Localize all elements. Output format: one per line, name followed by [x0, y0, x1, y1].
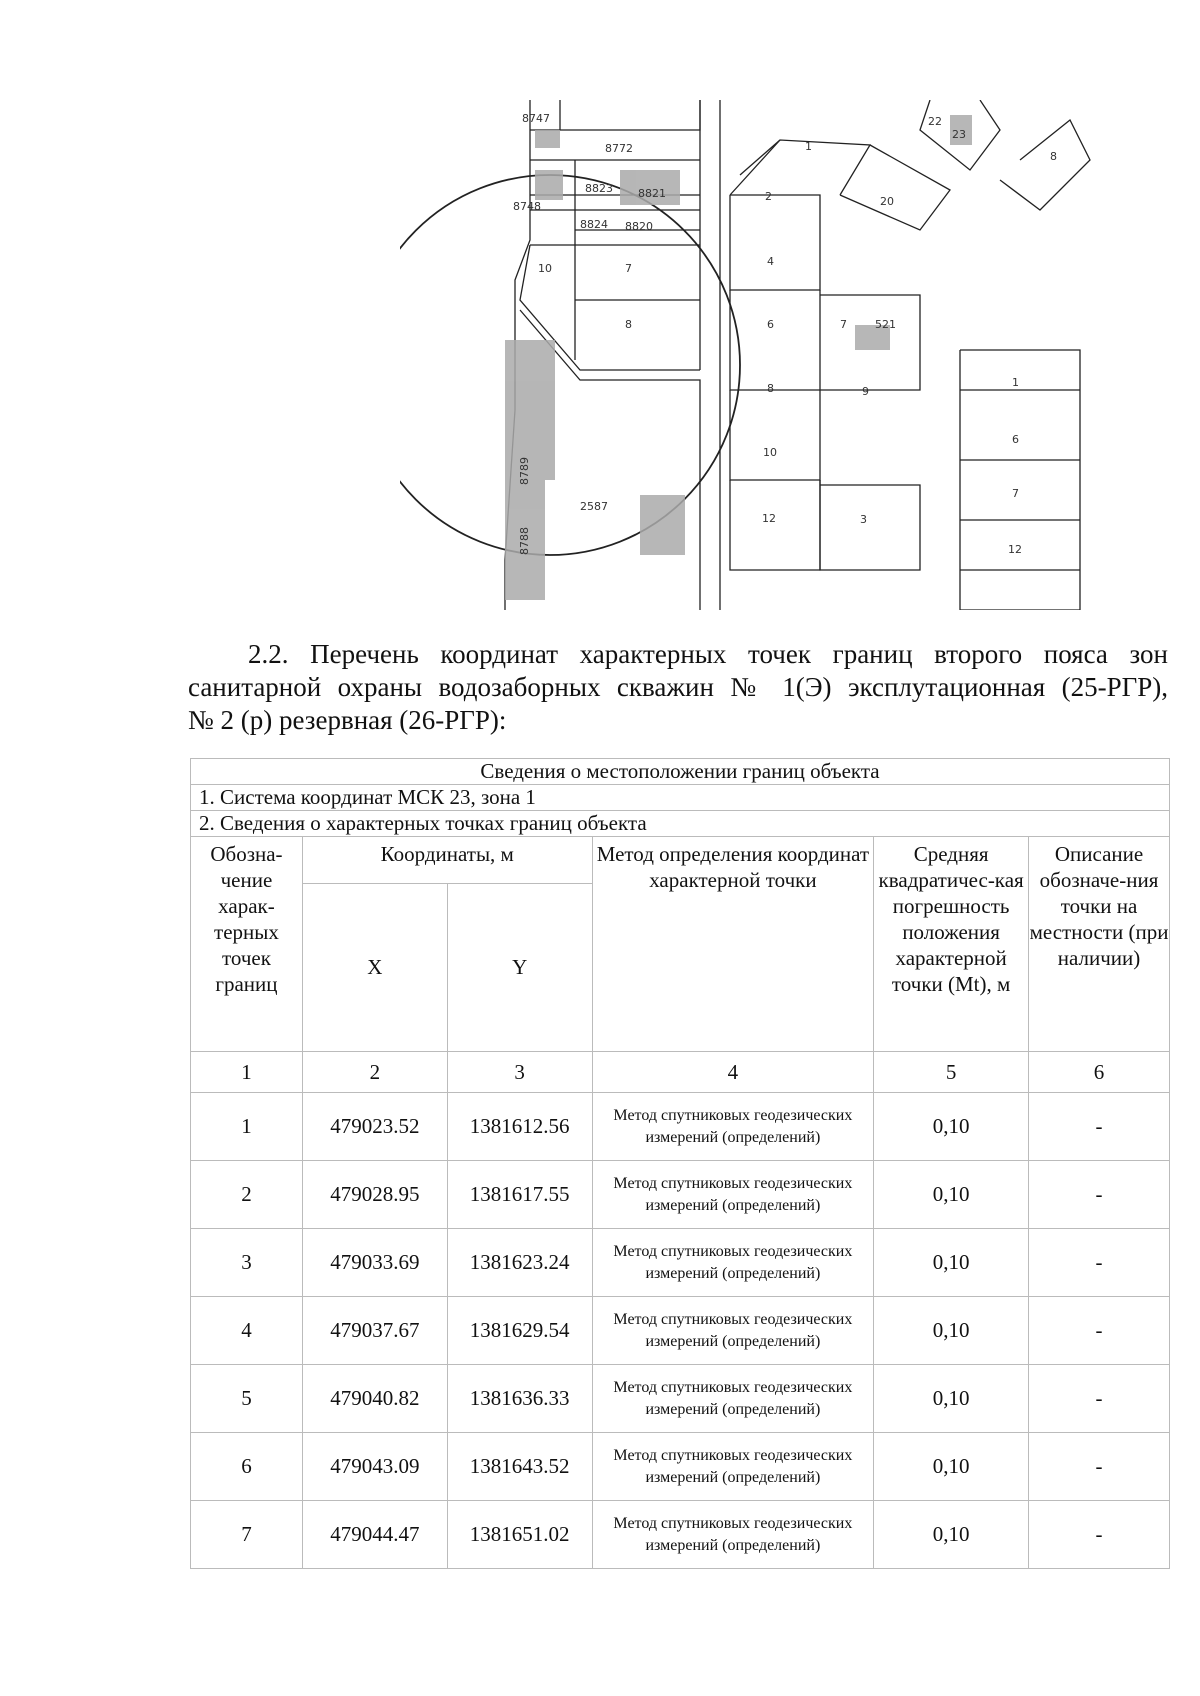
- map-label: 1: [1012, 376, 1019, 389]
- column-number: 3: [447, 1052, 592, 1093]
- cell-y: 1381651.02: [447, 1501, 592, 1569]
- table-info-points: 2. Сведения о характерных точках границ объекта: [191, 811, 1170, 837]
- cell-point: 2: [191, 1161, 303, 1229]
- heading-line-3: № 2 (р) резервная (26-РГР):: [188, 705, 507, 735]
- cell-method: Метод спутниковых геодезических измерений (определений): [592, 1093, 874, 1161]
- cell-x: 479043.09: [302, 1433, 447, 1501]
- cell-description: -: [1029, 1433, 1170, 1501]
- map-label: 8: [767, 382, 774, 395]
- cell-accuracy: 0,10: [874, 1093, 1029, 1161]
- cell-accuracy: 0,10: [874, 1433, 1029, 1501]
- cell-point: 5: [191, 1365, 303, 1433]
- map-label: 20: [880, 195, 894, 208]
- cell-point: 3: [191, 1229, 303, 1297]
- map-label: 8824: [580, 218, 608, 231]
- cell-y: 1381623.24: [447, 1229, 592, 1297]
- column-number: 6: [1029, 1052, 1170, 1093]
- boundary-points-table: [190, 758, 1170, 1569]
- cell-y: 1381643.52: [447, 1433, 592, 1501]
- map-label: 8788: [518, 527, 531, 555]
- map-label: 6: [767, 318, 774, 331]
- map-label: 8789: [518, 457, 531, 485]
- map-label: 8748: [513, 200, 541, 213]
- map-label: 9: [862, 385, 869, 398]
- map-label: 10: [763, 446, 777, 459]
- cadastral-map: [400, 100, 1190, 610]
- cell-method: Метод спутниковых геодезических измерений (определений): [592, 1229, 874, 1297]
- table-title: Сведения о местоположении границ объекта: [191, 759, 1170, 785]
- heading-line-1: 2.2. Перечень координат характерных точек границ второго пояса зон: [248, 639, 1168, 669]
- map-label: 8772: [605, 142, 633, 155]
- header-point-designation: Обозна-чение харак-терных точек границ: [191, 837, 303, 1052]
- map-label: 12: [762, 512, 776, 525]
- section-heading: [188, 638, 1168, 737]
- cell-accuracy: 0,10: [874, 1501, 1029, 1569]
- map-label: 7: [1012, 487, 1019, 500]
- cell-description: -: [1029, 1297, 1170, 1365]
- cell-point: 6: [191, 1433, 303, 1501]
- cell-description: -: [1029, 1161, 1170, 1229]
- table-row: [191, 1365, 1170, 1433]
- map-label: 8823: [585, 182, 613, 195]
- cell-x: 479028.95: [302, 1161, 447, 1229]
- cell-y: 1381617.55: [447, 1161, 592, 1229]
- cell-x: 479037.67: [302, 1297, 447, 1365]
- header-y: Y: [447, 883, 592, 1051]
- cell-accuracy: 0,10: [874, 1365, 1029, 1433]
- header-method: Метод определения координат характерной точки: [592, 837, 874, 1052]
- cell-x: 479044.47: [302, 1501, 447, 1569]
- map-label: 8: [1050, 150, 1057, 163]
- cell-y: 1381629.54: [447, 1297, 592, 1365]
- header-description: Описание обозначе-ния точки на местности (при наличии): [1029, 837, 1170, 1052]
- cell-point: 4: [191, 1297, 303, 1365]
- map-label: 2: [765, 190, 772, 203]
- cell-y: 1381636.33: [447, 1365, 592, 1433]
- cell-description: -: [1029, 1093, 1170, 1161]
- heading-line-2: санитарной охраны водозаборных скважин № 1(Э) эксплутационная (25-РГР),: [188, 672, 1168, 702]
- cell-method: Метод спутниковых геодезических измерений (определений): [592, 1161, 874, 1229]
- map-label: 10: [538, 262, 552, 275]
- map-label: 7: [840, 318, 847, 331]
- cell-point: 1: [191, 1093, 303, 1161]
- table-row: [191, 1501, 1170, 1569]
- table-row: [191, 1093, 1170, 1161]
- cell-accuracy: 0,10: [874, 1297, 1029, 1365]
- cell-method: Метод спутниковых геодезических измерений (определений): [592, 1501, 874, 1569]
- map-label: 23: [952, 128, 966, 141]
- map-label: 7: [625, 262, 632, 275]
- cell-x: 479040.82: [302, 1365, 447, 1433]
- map-label: 4: [767, 255, 774, 268]
- map-label: 8: [625, 318, 632, 331]
- map-label: 3: [860, 513, 867, 526]
- cell-point: 7: [191, 1501, 303, 1569]
- column-number: 2: [302, 1052, 447, 1093]
- map-label: 8821: [638, 187, 666, 200]
- map-label: 12: [1008, 543, 1022, 556]
- cell-x: 479023.52: [302, 1093, 447, 1161]
- table-row: [191, 1433, 1170, 1501]
- map-label: 521: [875, 318, 896, 331]
- map-label: 1: [805, 140, 812, 153]
- cell-description: -: [1029, 1229, 1170, 1297]
- column-number: 5: [874, 1052, 1029, 1093]
- map-label: 22: [928, 115, 942, 128]
- table-info-coordinate-system: 1. Система координат МСК 23, зона 1: [191, 785, 1170, 811]
- cell-x: 479033.69: [302, 1229, 447, 1297]
- map-label: 8747: [522, 112, 550, 125]
- cell-method: Метод спутниковых геодезических измерений (определений): [592, 1433, 874, 1501]
- cell-description: -: [1029, 1501, 1170, 1569]
- cell-description: -: [1029, 1365, 1170, 1433]
- table-row: [191, 1161, 1170, 1229]
- cell-y: 1381612.56: [447, 1093, 592, 1161]
- map-label: 6: [1012, 433, 1019, 446]
- cell-accuracy: 0,10: [874, 1161, 1029, 1229]
- table-row: [191, 1229, 1170, 1297]
- map-label: 2587: [580, 500, 608, 513]
- cell-method: Метод спутниковых геодезических измерений (определений): [592, 1365, 874, 1433]
- table-row: [191, 1297, 1170, 1365]
- cell-accuracy: 0,10: [874, 1229, 1029, 1297]
- header-x: X: [302, 883, 447, 1051]
- column-number: 4: [592, 1052, 874, 1093]
- cell-method: Метод спутниковых геодезических измерений (определений): [592, 1297, 874, 1365]
- header-accuracy: Средняя квадратичес-кая погрешность положения характерной точки (Mt), м: [874, 837, 1029, 1052]
- column-number: 1: [191, 1052, 303, 1093]
- map-label: 8820: [625, 220, 653, 233]
- header-coordinates: Координаты, м: [302, 837, 592, 884]
